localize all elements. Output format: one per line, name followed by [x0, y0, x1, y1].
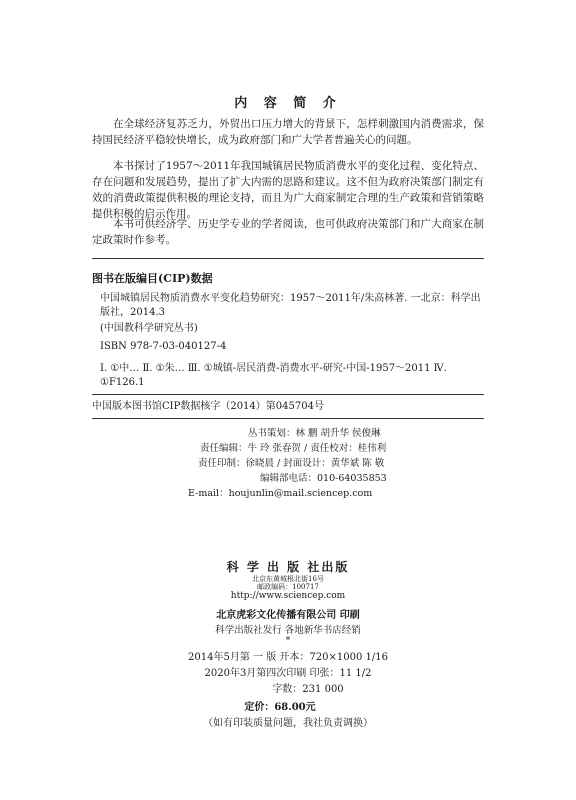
- publisher-name: 科 学 出 版 社出版: [226, 560, 350, 574]
- intro-paragraph-2: 本书探讨了1957～2011年我国城镇居民物质消费水平的变化过程、变化特点、存在问题和发展趋势，提出了扩大内需的思路和建议。这不但为政府决策部门制定有效的消费政策提供积极的理论支持，而且为广大商家制定合理的生产政策和营销策略提供积极的启示作用。: [92, 160, 484, 220]
- publisher-address: 北京东黄城根北街16号: [252, 575, 324, 583]
- edition-line-2: 2020年3月第四次印刷 印张：11 1/2: [204, 668, 372, 679]
- intro-paragraph-1: 在全球经济复苏乏力，外贸出口压力增大的背景下，怎样刺激国内消费需求，保持国民经济平稳较快增长，成为政府部门和广大学者普遍关心的问题。: [92, 118, 484, 146]
- cip-line-1: 中国城镇居民物质消费水平变化趋势研究：1957～2011年/朱高林著. 一北京：科学出版社，2014.3: [100, 293, 481, 318]
- publisher-printer: 北京虎彩文化传播有限公司 印刷: [216, 610, 360, 621]
- cip-catalog-number: 中国版本图书馆CIP数据核字（2014）第045704号: [92, 401, 324, 412]
- publisher-url: http://www.sciencep.com: [230, 591, 346, 601]
- credit-printing: 责任印制：徐晓晨 / 封面设计：黄华斌 陈 敬: [198, 458, 385, 469]
- word-count: 字数：231 000: [272, 684, 344, 695]
- publisher-distribution: 科学出版社发行 各地新华书店经销: [215, 625, 361, 636]
- divider-top: [92, 258, 484, 259]
- intro-title: 内 容 简 介: [234, 96, 342, 111]
- credits-block: [188, 426, 387, 501]
- cip-line-2: (中国教科学研究丛书): [100, 323, 198, 334]
- asterisk-separator: *: [285, 636, 291, 646]
- cip-heading: 图书在版编目(CIP)数据: [92, 272, 213, 285]
- credit-email: E-mail：houjunlin@mail.sciencep.com: [188, 488, 373, 499]
- price: 定价：68.00元: [244, 702, 316, 713]
- intro-paragraph-3: 本书可供经济学、历史学专业的学者阅读，也可供政府决策部门和广大商家在制定政策时作参考。: [92, 218, 484, 246]
- quality-note: （如有印装质量问题，我社负责调换）: [203, 718, 373, 729]
- cip-line-3: ISBN 978-7-03-040127-4: [100, 341, 227, 352]
- credit-editors: 责任编辑：牛 玲 张春贺 / 责任校对：桂伟利: [200, 443, 387, 454]
- credit-series-planning: 丛书策划：林 鹏 胡升华 侯俊琳: [248, 428, 381, 439]
- divider-middle: [92, 394, 484, 395]
- credit-phone: 编辑部电话：010-64035853: [260, 473, 387, 484]
- edition-line-1: 2014年5月第 一 版 开本：720×1000 1/16: [188, 652, 388, 663]
- cip-line-4: Ⅰ. ①中… Ⅱ. ①朱… Ⅲ. ①城镇-居民消费-消费水平-研究-中国-1957～2011 Ⅳ. ①F126.1: [100, 363, 447, 388]
- publisher-postcode: 邮政编码：100717: [257, 583, 319, 591]
- divider-bottom: [92, 418, 484, 419]
